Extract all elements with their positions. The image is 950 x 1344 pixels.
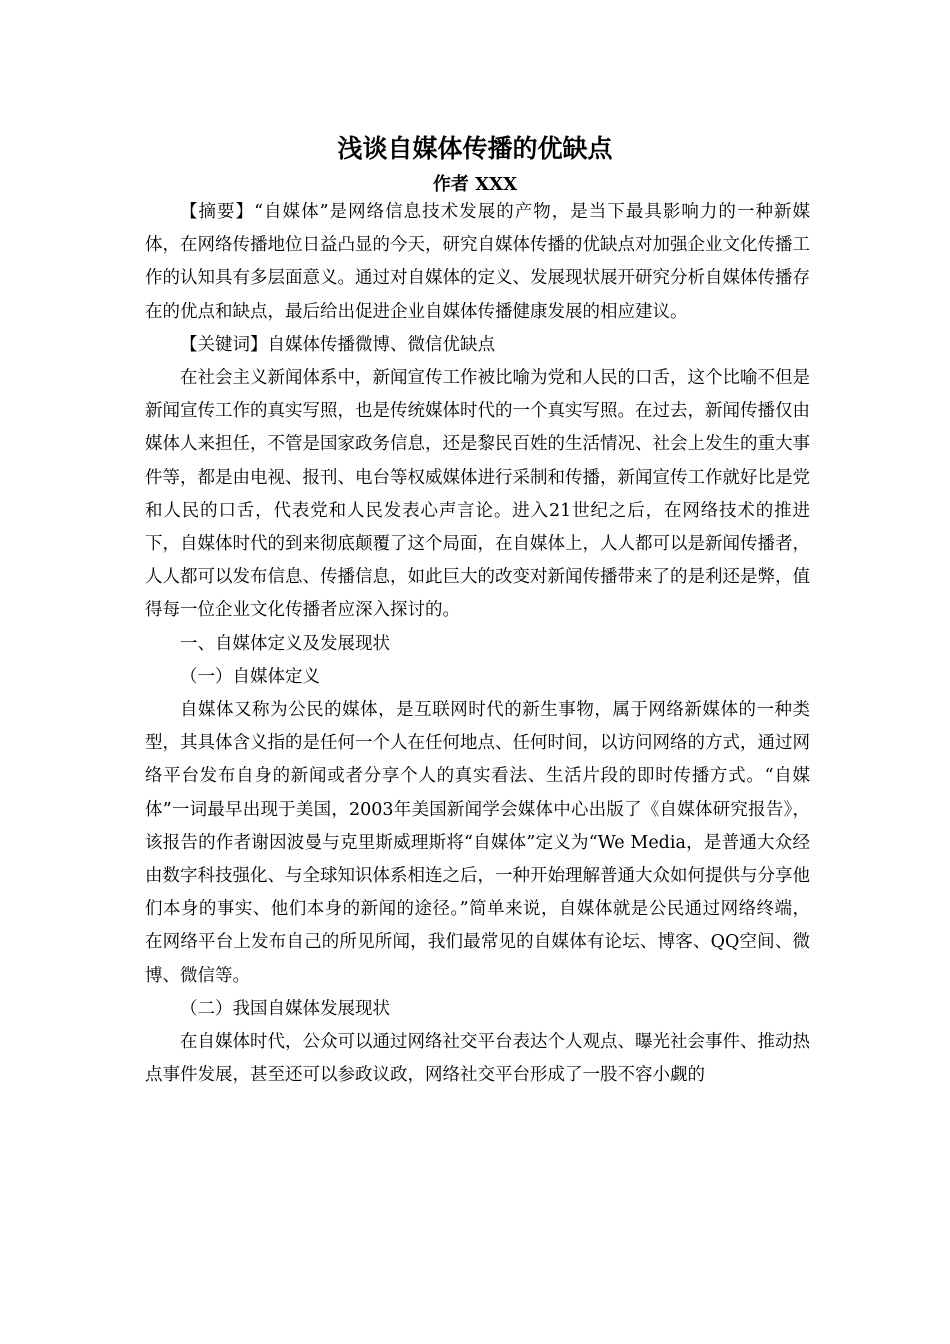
subsection-heading: （二）我国自媒体发展现状 xyxy=(180,998,390,1019)
section-heading: 一、自媒体定义及发展现状 xyxy=(180,633,390,654)
intro-paragraph: 在社会主义新闻体系中，新闻宣传工作被比喻为党和人民的口舌，这个比喻不但是新闻宣传工作的真实写照，也是传统媒体时代的一个真实写照。在过去，新闻传播仅由媒体人来担任，不管是国家政务信息，还是黎民百姓的生活情况、社会上发生的重大事件等，都是由电视、报刊、电台等权威媒体进行采制和传播，新闻宣传工作就好比是党和人民的口舌，代表党和人民发表心声言论。进入21世纪之后，在网络技术的推进下，自媒体时代的到来彻底颠覆了这个局面，在自媒体上，人人都可以是新闻传播者，人人都可以发布信息、传播信息，如此巨大的改变对新闻传播带来了的是利还是弊，值得每一位企业文化传播者应深入探讨的。 xyxy=(145,368,810,621)
document-body xyxy=(145,196,810,1092)
document-title: 浅谈自媒体传播的优缺点 xyxy=(337,134,613,163)
status-paragraph: 在自媒体时代，公众可以通过网络社交平台表达个人观点、曝光社会事件、推动热点事件发展，甚至还可以参政议政，网络社交平台形成了一股不容小觑的 xyxy=(145,1032,810,1086)
subsection-heading: （一）自媒体定义 xyxy=(180,666,320,687)
abstract-paragraph: 【摘要】“自媒体”是网络信息技术发展的产物，是当下最具影响力的一种新媒体，在网络传播地位日益凸显的今天，研究自媒体传播的优缺点对加强企业文化传播工作的认知具有多层面意义。通过对自媒体的定义、发展现状展开研究分析自媒体传播存在的优点和缺点，最后给出促进企业自媒体传播健康发展的相应建议。 xyxy=(145,202,810,322)
definition-paragraph: 自媒体又称为公民的媒体，是互联网时代的新生事物，属于网络新媒体的一种类型，其具体含义指的是任何一个人在任何地点、任何时间，以访问网络的方式，通过网络平台发布自身的新闻或者分享个人的真实看法、生活片段的即时传播方式。“自媒体”一词最早出现于美国，2003年美国新闻学会媒体中心出版了《自媒体研究报告》，该报告的作者谢因波曼与克里斯威理斯将“自媒体”定义为“We Media，是普通大众经由数字科技强化、与全球知识体系相连之后，一种开始理解普通大众如何提供与分享他们本身的事实、他们本身的新闻的途径。”简单来说，自媒体就是公民通过网络终端，在网络平台上发布自己的所见所闻，我们最常见的自媒体有论坛、博客、QQ空间、微博、微信等。 xyxy=(145,700,810,986)
keywords-paragraph: 【关键词】自媒体传播微博、微信优缺点 xyxy=(180,334,495,355)
document-author: 作者 XXX xyxy=(432,174,518,195)
